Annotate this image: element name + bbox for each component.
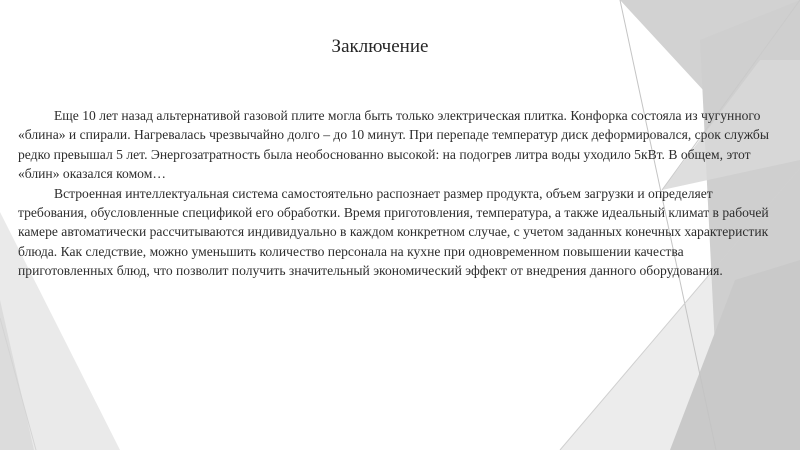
paragraph-2: Встроенная интеллектуальная система самостоятельно распознает размер продукта, объем загрузки и определяет требования, обусловленные спецификой его обработки. Время приготовления, температура, а также идеальный климат в рабочей камере автоматически рассчитываются индивидуально в каждом конкретном случае, с учетом заданных конечных характеристик блюда. Как следствие, можно уменьшить количество персонала на кухне при одновременном повышении качества приготовленных блюд, что позволит получить значительный экономический эффект от внедрения данного оборудования. [18,185,769,279]
paragraph-1: Еще 10 лет назад альтернативой газовой плите могла быть только электрическая плитка. Конфорка состояла из чугунного «блина» и спирали. Нагревалась чрезвычайно долго – до 10 минут. При перепаде температур диск деформировался, срок службы редко превышал 5 лет. Энергозатратность была необоснованно высокой: на подогрев литра воды уходило 5кВт. В общем, этот «блин» оказался комом… [18,108,769,182]
slide-body-text [18,106,778,281]
slide-title: Заключение [331,36,429,57]
